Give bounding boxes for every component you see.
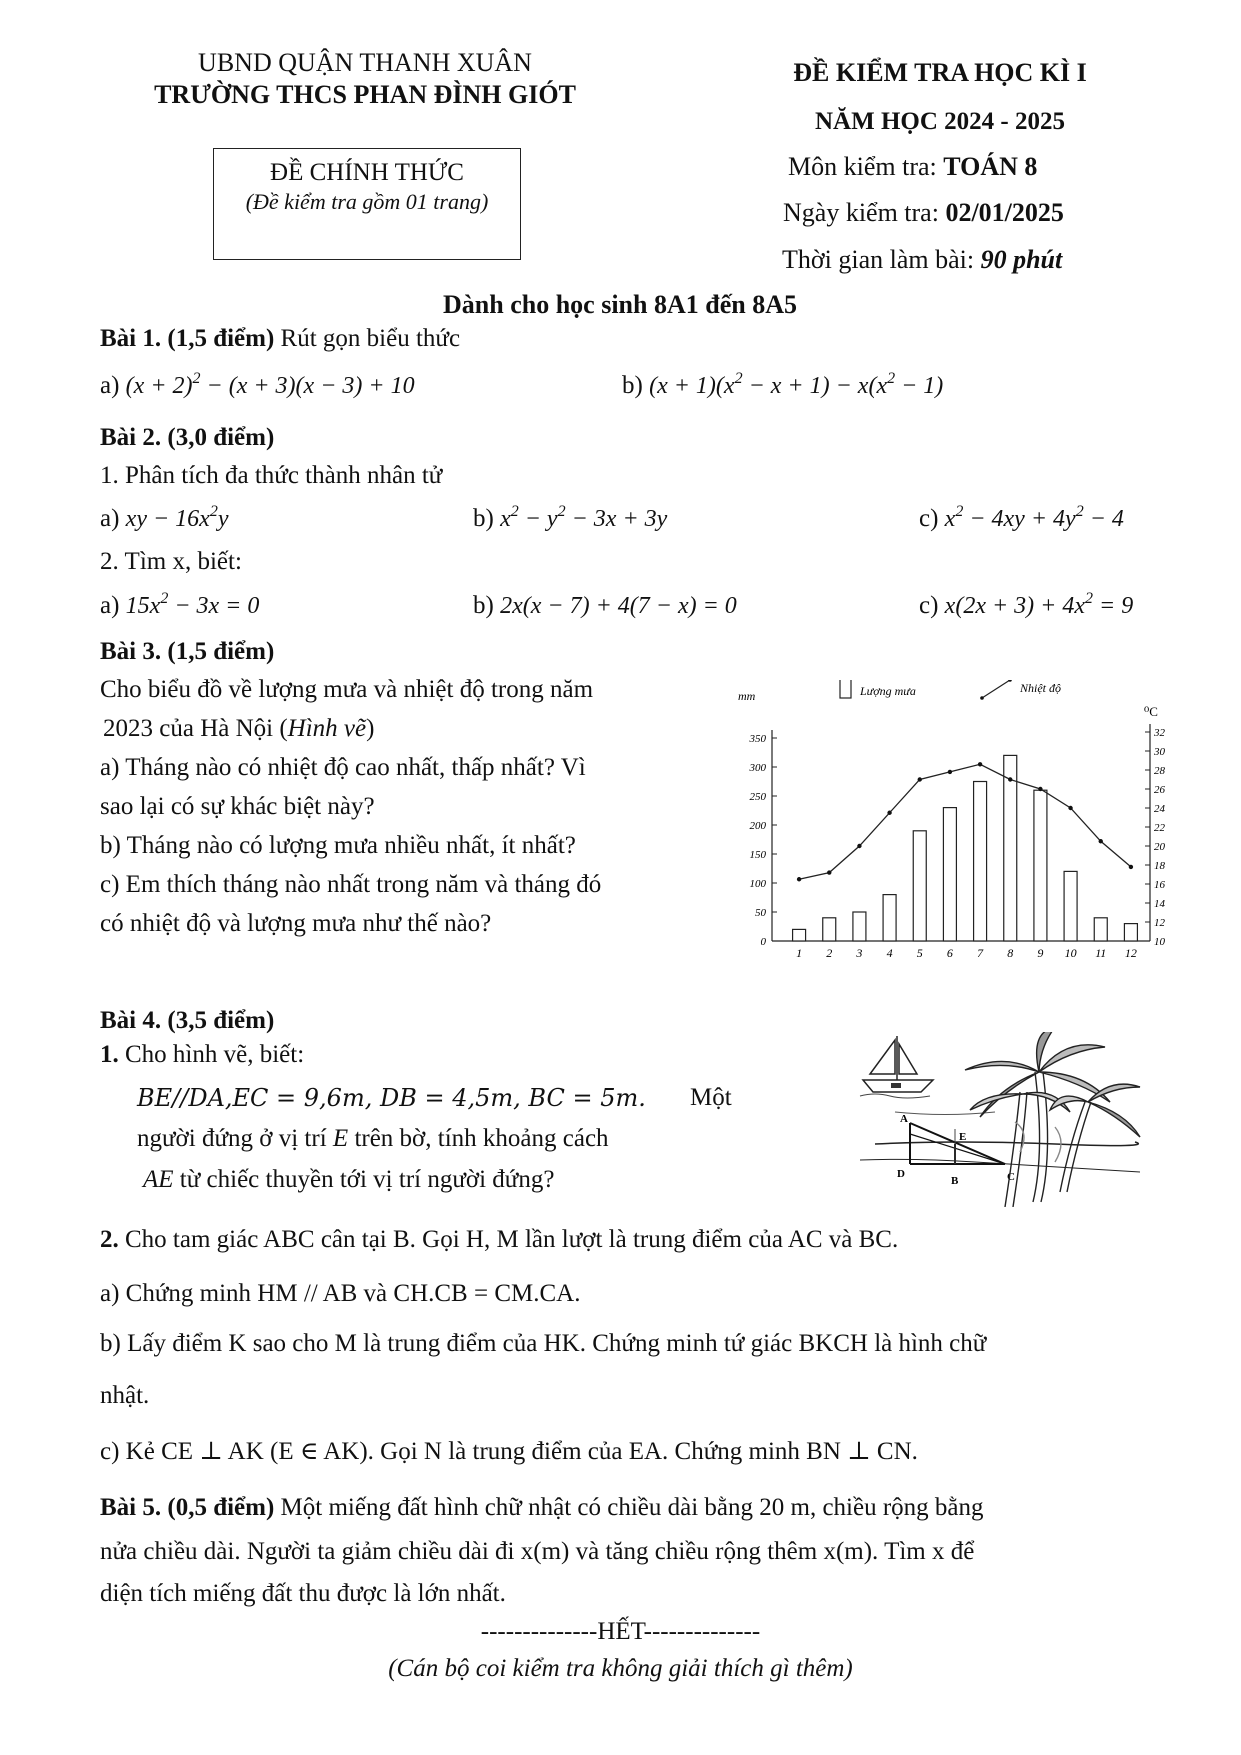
point-c-label: C (1007, 1171, 1015, 1183)
temperature-point (857, 844, 861, 848)
temperature-point (1129, 865, 1133, 869)
bai1-title: Bài 1. (1,5 điểm) (100, 325, 275, 352)
x-tick-label: 10 (1064, 946, 1077, 960)
left-tick-label: 150 (749, 849, 766, 861)
bai1-a (100, 372, 415, 400)
end-marker: --------------HẾT-------------- (480, 1618, 761, 1645)
rain-bar (913, 831, 926, 941)
right-tick-label: 22 (1154, 822, 1165, 834)
bai2-part2: 2. Tìm x, biết: (100, 548, 242, 575)
bai2-1a: a) xy − $16x^2y$ (100, 503, 229, 532)
bai4-line2a: người đứng ở vị trí (137, 1125, 333, 1152)
bai4-line2b: trên bờ, tính khoảng cách (348, 1125, 609, 1152)
left-axis-label: mm (738, 689, 756, 703)
legend-temp-label: Nhiệt độ (1020, 681, 1061, 695)
rain-bar (823, 918, 836, 941)
bai2-2a: a) $15x^2 - 3x = 0$ (100, 590, 260, 619)
point-e-label: E (959, 1131, 967, 1143)
bai2-title: Bài 2. (3,0 điểm) (100, 424, 275, 451)
school-year: NĂM HỌC 2024 - 2025 (815, 108, 1065, 135)
bai4-p2-label: 2. (100, 1226, 119, 1253)
bai4-p1-label: 1. (100, 1041, 119, 1068)
bai5-line1-text: Một miếng đất hình chữ nhật có chiều dài bằng 20 m, chiều rộng bằng (274, 1494, 984, 1521)
bai4-c: c) Kẻ CE ⊥ AK (E ∈ AK). Gọi N là trung điểm của EA. Chứng minh BN ⊥ CN. (100, 1438, 918, 1465)
date-value: 02/01/2025 (945, 198, 1064, 227)
official-label: ĐỀ CHÍNH THỨC (270, 159, 464, 186)
bai2-2b: b) 2x(x − 7) + 4(7 − x) = 0 (473, 592, 737, 619)
temperature-point (827, 870, 831, 874)
bai3-line6: c) Em thích tháng nào nhất trong năm và tháng đó (100, 871, 602, 898)
right-tick-label: 24 (1154, 803, 1165, 815)
bai1-b (622, 372, 943, 400)
rain-bar (1124, 924, 1137, 941)
bai5-line3: diện tích miếng đất thu được là lớn nhất. (100, 1580, 506, 1607)
bai1-b-label: b) (622, 372, 643, 399)
left-tick-label: 250 (749, 791, 766, 803)
legend-temp-swatch (982, 680, 1010, 698)
left-tick-label: 350 (749, 733, 766, 745)
bai4-line2 (137, 1125, 609, 1153)
temperature-point (797, 877, 801, 881)
bai4-p2 (100, 1226, 898, 1254)
bai3-line2 (103, 715, 374, 743)
point-d-label: D (897, 1168, 905, 1180)
bai4-ae-label: AE (143, 1166, 174, 1193)
x-tick-label: 11 (1095, 946, 1107, 960)
bai4-line3 (143, 1166, 554, 1194)
point-a-label: A (900, 1113, 908, 1125)
bai1-prompt: Rút gọn biểu thức (274, 325, 461, 352)
palm-trees-icon (965, 1032, 1140, 1207)
bai2-2c: c) $x(2x + 3) + 4x^2 = 9$ (919, 590, 1134, 619)
bai2-part1: 1. Phân tích đa thức thành nhân tử (100, 462, 443, 489)
temperature-point (978, 762, 982, 766)
temperature-line (799, 764, 1131, 879)
bai4-given: BE//DA,EC = 9,6m, DB = 4,5m, BC = 5m. (137, 1084, 646, 1112)
triangle-diagram (910, 1123, 1005, 1164)
rain-bar (1034, 790, 1047, 941)
district-name: UBND QUẬN THANH XUÂN (198, 48, 532, 77)
temperature-point (1099, 839, 1103, 843)
x-tick-label: 5 (916, 946, 923, 960)
left-tick-label: 100 (749, 878, 766, 890)
rain-bar (853, 912, 866, 941)
rain-bar (793, 929, 806, 941)
bai4-p1-text: Cho hình vẽ, biết: (118, 1041, 305, 1068)
bai3-close: ) (366, 715, 375, 742)
bai3-hinh-ve: Hình vẽ (287, 715, 367, 742)
bai5-line1 (100, 1494, 984, 1522)
x-tick-label: 4 (886, 946, 893, 960)
right-axis-label: ⁰C (1144, 704, 1158, 719)
legend-rain-swatch (840, 680, 851, 698)
legend-temp-dot (1008, 680, 1012, 682)
shoreline (875, 1142, 1138, 1146)
x-tick-label: 7 (977, 946, 984, 960)
bai3-line5: b) Tháng nào có lượng mưa nhiều nhất, ít nhất? (100, 832, 576, 859)
right-tick-label: 14 (1154, 898, 1165, 910)
bai3-line7: có nhiệt độ và lượng mưa như thế nào? (100, 910, 492, 937)
x-tick-label: 3 (856, 946, 863, 960)
right-tick-label: 28 (1154, 765, 1165, 777)
rain-temp-chart (720, 680, 1190, 970)
subject-value: TOÁN 8 (943, 152, 1038, 181)
bai4-line3-text: từ chiếc thuyền tới vị trí người đứng? (173, 1166, 555, 1193)
rain-bar (943, 808, 956, 941)
bai4-p2-text: Cho tam giác ABC cân tại B. Gọi H, M lần lượt là trung điểm của AC và BC. (118, 1226, 899, 1253)
left-tick-label: 0 (760, 936, 766, 948)
bai1-b-expr: $(x + 1)(x^2 - x + 1) - x(x^2 - 1)$ (649, 370, 944, 399)
school-name: TRƯỜNG THCS PHAN ĐÌNH GIÓT (154, 80, 576, 109)
official-box (213, 148, 521, 260)
temperature-point (918, 777, 922, 781)
bai3-line3: a) Tháng nào có nhiệt độ cao nhất, thấp nhất? Vì (100, 754, 586, 781)
right-tick-label: 32 (1154, 727, 1165, 739)
subject-label: Môn kiểm tra: (788, 152, 944, 181)
rain-bar (1064, 871, 1077, 941)
time-line (782, 245, 1062, 275)
exam-title: ĐỀ KIỂM TRA HỌC KÌ I (793, 58, 1087, 87)
rain-bar (883, 895, 896, 941)
date-label: Ngày kiểm tra: (783, 198, 946, 227)
temperature-point (1068, 806, 1072, 810)
subject-line (788, 152, 1037, 182)
x-tick-label: 8 (1007, 946, 1014, 960)
footer-note: (Cán bộ coi kiểm tra không giải thích gì thêm) (388, 1655, 853, 1682)
temperature-point (1038, 787, 1042, 791)
bai4-title: Bài 4. (3,5 điểm) (100, 1007, 275, 1034)
pages-note: (Đề kiểm tra gồm 01 trang) (245, 189, 489, 214)
point-b-label: B (951, 1175, 959, 1187)
x-tick-label: 9 (1037, 946, 1044, 960)
temperature-point (887, 811, 891, 815)
rain-bar (1004, 755, 1017, 941)
left-tick-label: 200 (749, 820, 766, 832)
bai1-heading (100, 325, 460, 353)
right-tick-label: 12 (1154, 917, 1165, 929)
right-tick-label: 20 (1154, 841, 1165, 853)
bai4-b2: nhật. (100, 1382, 150, 1409)
wave-line (895, 1112, 995, 1115)
bai1-a-label: a) (100, 372, 120, 399)
right-tick-label: 30 (1154, 746, 1165, 758)
bai2-1b: b) $x^2 - y^2 - 3x + 3y$ (473, 503, 668, 532)
bai3-line4: sao lại có sự khác biệt này? (100, 793, 375, 820)
time-label: Thời gian làm bài: (782, 245, 981, 274)
bai2-1c: c) $x^2 - 4xy + 4y^2 - 4$ (919, 503, 1124, 532)
legend-rain-label: Lượng mưa (860, 684, 916, 698)
x-tick-label: 6 (946, 946, 953, 960)
sailboat-icon (860, 1036, 933, 1098)
legend-temp-dot (980, 696, 984, 700)
temperature-point (1008, 777, 1012, 781)
right-tick-label: 18 (1154, 860, 1165, 872)
date-line (783, 198, 1064, 228)
right-tick-label: 26 (1154, 784, 1165, 796)
audience: Dành cho học sinh 8A1 đến 8A5 (443, 290, 797, 319)
rain-bar (974, 782, 987, 942)
x-tick-label: 12 (1124, 946, 1137, 960)
bai3-title: Bài 3. (1,5 điểm) (100, 638, 275, 665)
bai5-line2: nửa chiều dài. Người ta giảm chiều dài đi x(m) và tăng chiều rộng thêm x(m). Tìm x để (100, 1538, 975, 1565)
right-tick-label: 10 (1154, 936, 1165, 948)
temperature-point (948, 770, 952, 774)
bai3-line2-text: 2023 của Hà Nội ( (103, 715, 288, 742)
bai4-mot: Một (690, 1084, 732, 1111)
left-tick-label: 50 (755, 907, 766, 919)
right-tick-label: 16 (1154, 879, 1165, 891)
bai5-title: Bài 5. (0,5 điểm) (100, 1494, 275, 1521)
left-tick-label: 300 (749, 762, 766, 774)
bai4-e-label: E (332, 1125, 349, 1152)
beach-figure (855, 1032, 1145, 1207)
bai3-line1: Cho biểu đồ về lượng mưa và nhiệt độ trong năm (100, 676, 594, 703)
bai1-a-expr: $(x + 2)^2 - (x + 3)(x - 3) + 10$ (125, 370, 415, 399)
bai4-p1-heading (100, 1041, 304, 1069)
x-tick-label: 2 (826, 946, 833, 960)
x-tick-label: 1 (796, 946, 803, 960)
rain-bar (1094, 918, 1107, 941)
bai4-b1: b) Lấy điểm K sao cho M là trung điểm của HK. Chứng minh tứ giác BKCH là hình chữ (100, 1330, 987, 1357)
time-value: 90 phút (980, 245, 1063, 274)
bai4-a: a) Chứng minh HM // AB và CH.CB = CM.CA. (100, 1280, 581, 1307)
